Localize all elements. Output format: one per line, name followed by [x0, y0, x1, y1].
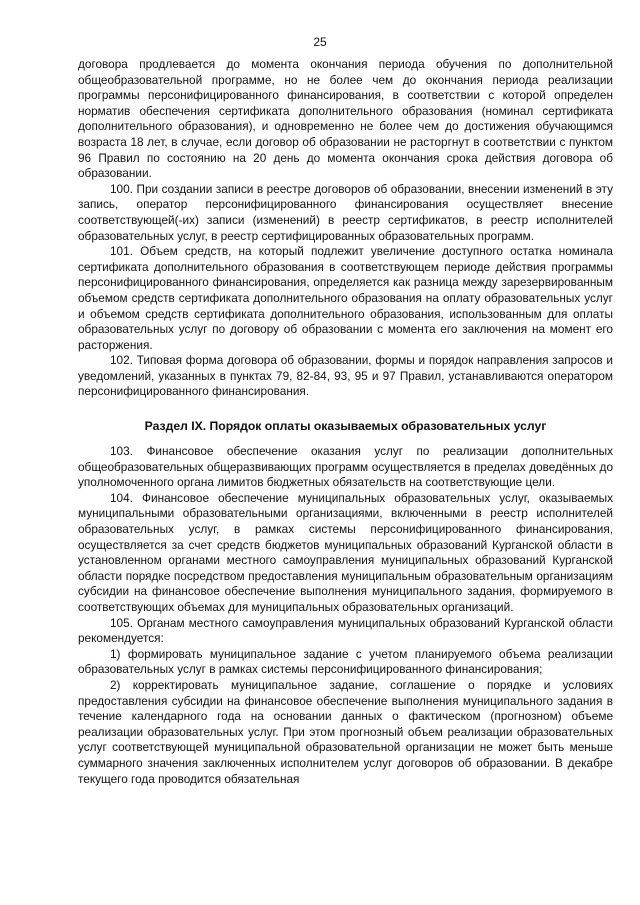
paragraph-105-item-2: 2) корректировать муниципальное задание, соглашение о порядке и условиях предоставления субсидии на финансовое обеспечение выполнения муниципального задания в течение календарного года на основании данных о фактическом (прогнозном) объеме реализации образовательных услуг. При этом прогнозный объем реализации образовательных услуг соответствующей муниципальной образовательной организации не может быть меньше суммарного значения заключенных исполнителем услуг договоров об образовании. В декабре текущего года проводится обязательная [78, 677, 613, 786]
paragraph-102: 102. Типовая форма договора об образовании, формы и порядок направления запросов и уведомлений, указанных в пунктах 79, 82-84, 93, 95 и 97 Правил, устанавливаются оператором персонифицированного финансирования. [78, 353, 613, 399]
paragraph-100: 100. При создании записи в реестре договоров об образовании, внесении изменений в эту запись, оператор персонифицированного финансирования осуществляет внесение соответствующей(-их) записи (изменений) в реестр сертификатов, в реестр исполнителей образовательных услуг, в реестр сертифицированных образовательных программ. [78, 181, 613, 243]
paragraph-104: 104. Финансовое обеспечение муниципальных образовательных услуг, оказываемых муниципальными образовательными организациями, включенными в реестр исполнителей образовательных услуг, в рамках системы персонифицированного финансирования, осуществляется за счет средств бюджетов муниципальных образований Курганской области в установленном органами местного самоуправления муниципальных образований Курганской области порядке посредством предоставления муниципальным образовательным организациям субсидии на финансовое обеспечение выполнения муниципального задания, формируемого в соответствующих объемах для муниципальных образовательных организаций. [78, 490, 613, 614]
paragraph-103: 103. Финансовое обеспечение оказания услуг по реализации дополнительных общеобразовательных общеразвивающих программ осуществляется в пределах доведённых до уполномоченного органа лимитов бюджетных обязательств на соответствующие цели. [78, 444, 613, 490]
page-number: 25 [313, 35, 327, 49]
paragraph-101: 101. Объем средств, на который подлежит увеличение доступного остатка номинала сертификата дополнительного образования в соответствующем периоде действия программы персонифицированного финансирования, определяется как разница между зарезервированным объемом средств сертификата дополнительного образования на оплату образовательных услуг и объемом средств сертификата дополнительного образования, использованным для оплаты образовательных услуг по договору об образовании с момента его заключения на момент его расторжения. [78, 244, 613, 352]
section-heading: Раздел IX. Порядок оплаты оказываемых образовательных услуг [144, 419, 547, 434]
paragraph-105: 105. Органам местного самоуправления муниципальных образований Курганской области рекомендуется: [78, 615, 613, 646]
document-body [78, 57, 613, 787]
paragraph-continuation: договора продлевается до момента окончания периода обучения по дополнительной общеобразовательной программе, но не более чем до окончания периода реализации программы персонифицированного финансирования, в соответствии с которой определен норматив обеспечения сертификата дополнительного образования (номинал сертификата дополнительного образования), и одновременно не более чем до достижения обучающимся возраста 18 лет, в случае, если договор об образовании не расторгнут в соответствии с пунктом 96 Правил по состоянию на 20 день до момента окончания срока действия договора об образовании. [78, 57, 613, 181]
paragraph-105-item-1: 1) формировать муниципальное задание с учетом планируемого объема реализации образовательных услуг в рамках системы персонифицированного финансирования; [78, 646, 613, 677]
